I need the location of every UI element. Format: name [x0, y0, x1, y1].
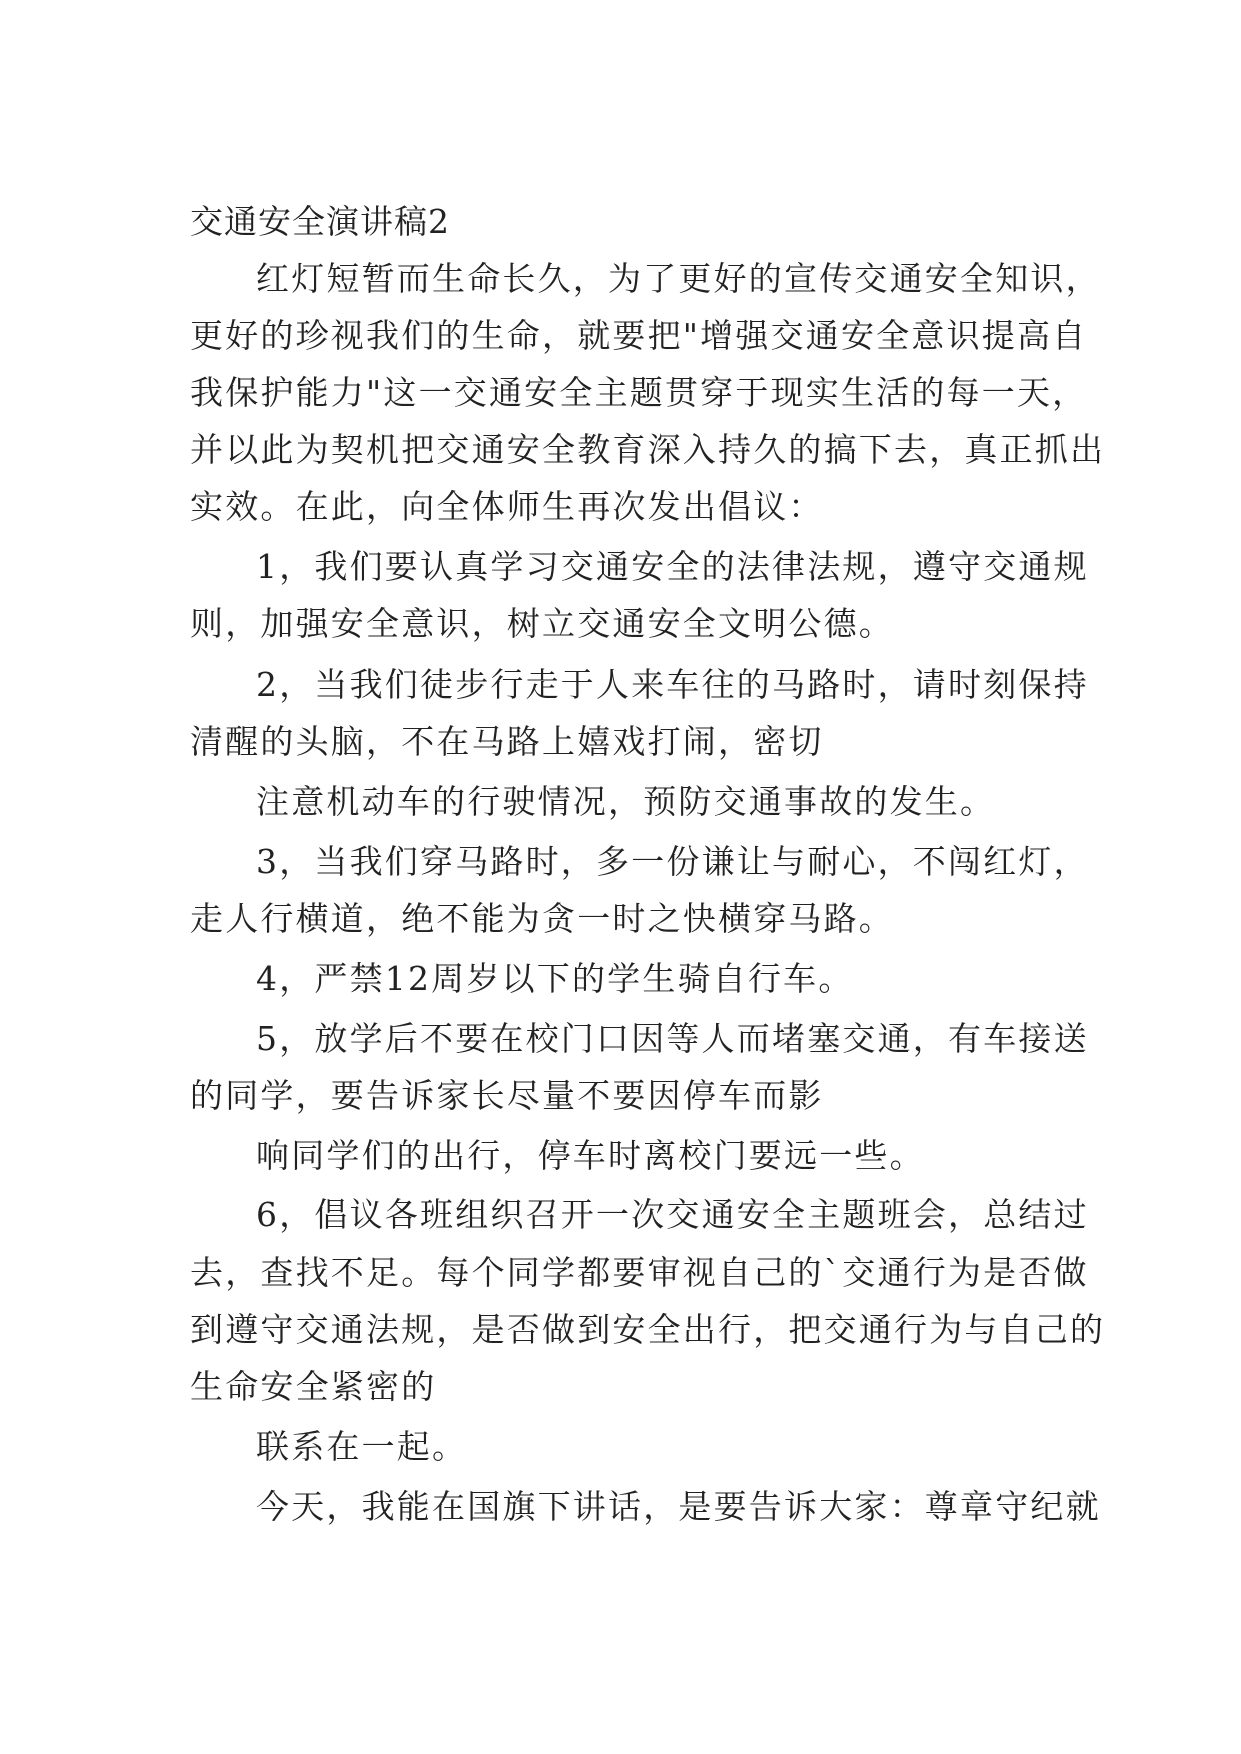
text-line: 3，当我们穿马路时，多一份谦让与耐心，不闯红灯，	[256, 842, 1089, 881]
text-line: 5，放学后不要在校门口因等人而堵塞交通，有车接送	[256, 1019, 1089, 1058]
text-line: 实效。在此，向全体师生再次发出倡议：	[190, 487, 824, 526]
text-line: 今天，我能在国旗下讲话，是要告诉大家：尊章守纪就	[256, 1487, 1101, 1526]
text-line: 红灯短暂而生命长久，为了更好的宣传交通安全知识，	[256, 259, 1101, 298]
text-line: 4，严禁12周岁以下的学生骑自行车。	[256, 959, 854, 998]
text-line: 并以此为契机把交通安全教育深入持久的搞下去，真正抓出	[190, 430, 1106, 469]
text-line: 则，加强安全意识，树立交通安全文明公德。	[190, 604, 894, 643]
text-line: 走人行横道，绝不能为贪一时之快横穿马路。	[190, 899, 894, 938]
text-line: 生命安全紧密的	[190, 1367, 437, 1406]
document-title: 交通安全演讲稿2	[190, 202, 450, 241]
text-line: 响同学们的出行，停车时离校门要远一些。	[256, 1136, 925, 1175]
text-line: 1，我们要认真学习交通安全的法律法规，遵守交通规	[256, 547, 1089, 586]
text-line: 到遵守交通法规，是否做到安全出行，把交通行为与自己的	[190, 1310, 1106, 1349]
text-line: 6，倡议各班组织召开一次交通安全主题班会，总结过	[256, 1195, 1089, 1234]
text-line: 更好的珍视我们的生命，就要把"增强交通安全意识提高自	[190, 316, 1088, 355]
text-line: 清醒的头脑，不在马路上嬉戏打闹，密切	[190, 722, 824, 761]
text-line: 2，当我们徒步行走于人来车往的马路时，请时刻保持	[256, 665, 1089, 704]
text-line: 我保护能力"这一交通安全主题贯穿于现实生活的每一天，	[190, 373, 1088, 412]
text-line: 注意机动车的行驶情况，预防交通事故的发生。	[256, 782, 996, 821]
text-line: 的同学，要告诉家长尽量不要因停车而影	[190, 1076, 824, 1115]
text-line: 去，查找不足。每个同学都要审视自己的`交通行为是否做	[190, 1253, 1089, 1292]
text-line: 联系在一起。	[256, 1427, 468, 1466]
